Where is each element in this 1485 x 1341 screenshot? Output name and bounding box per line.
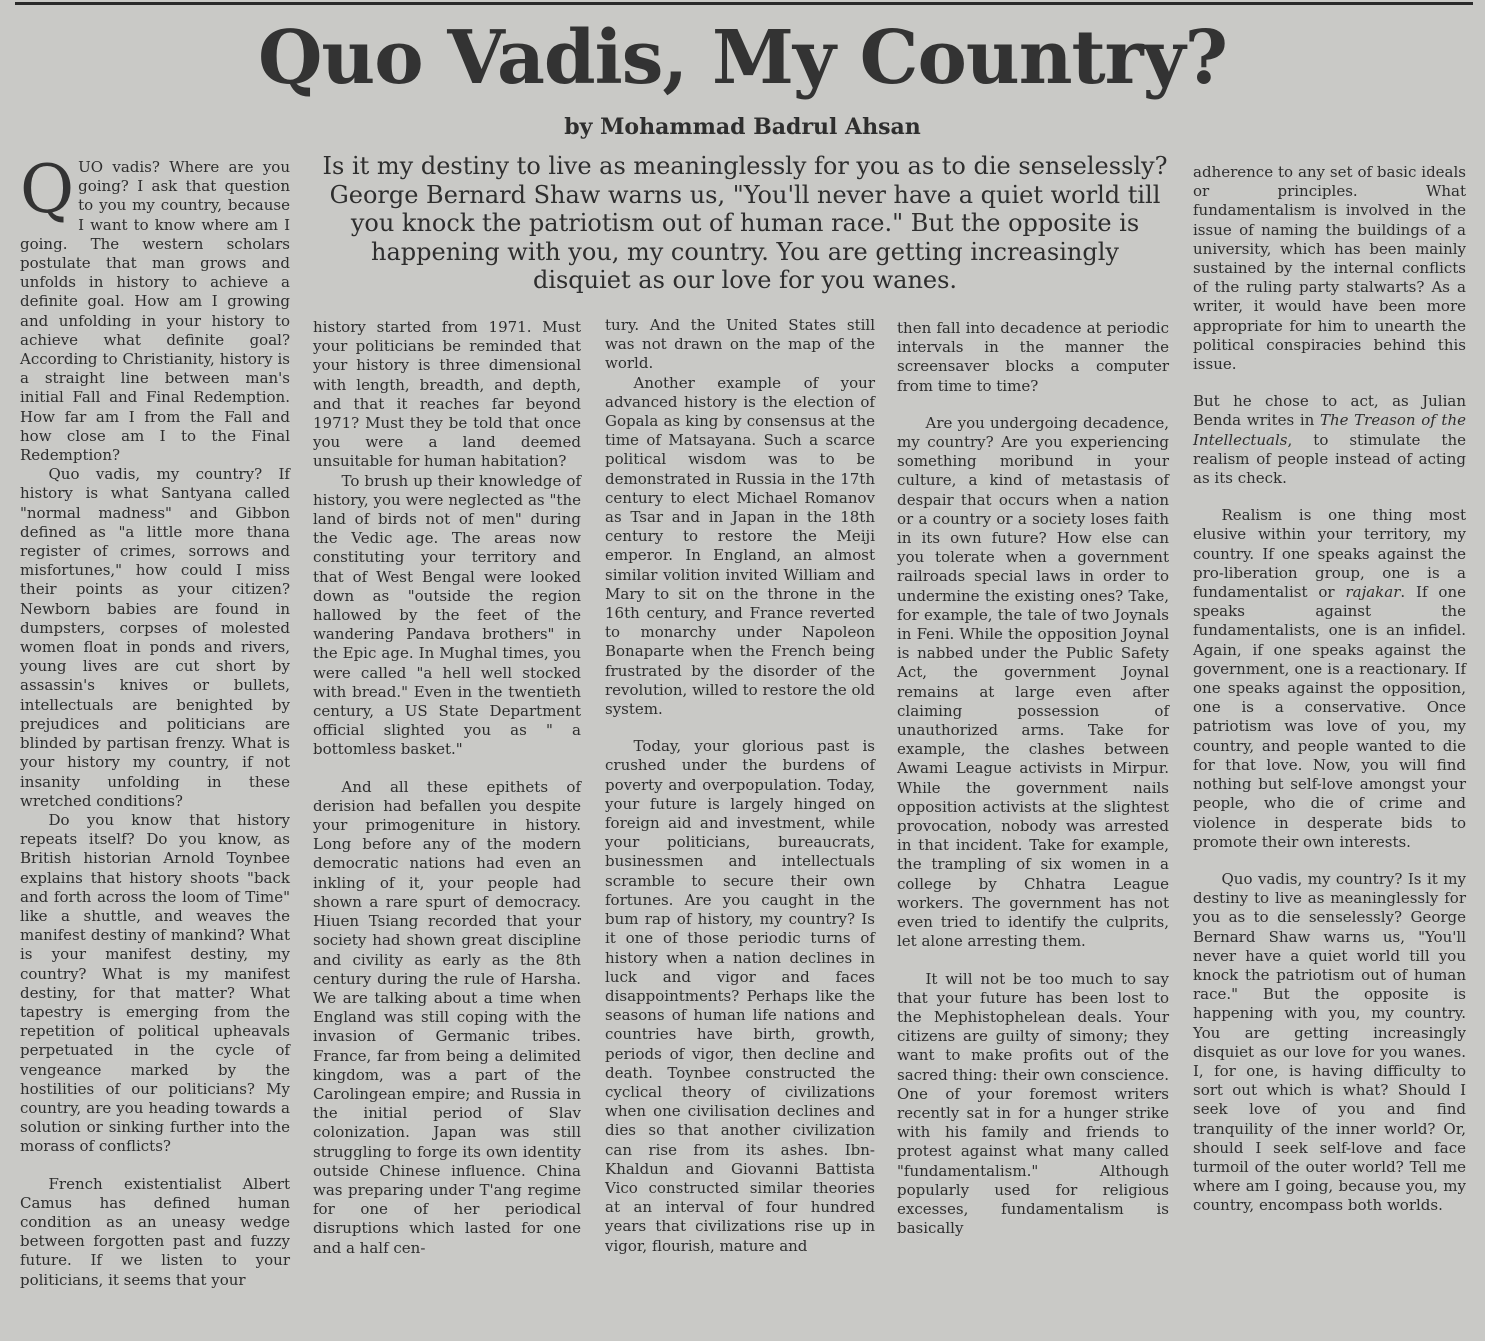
paragraph-text: , to stimulate the realism of people instead of acting as its check. [1193, 430, 1466, 488]
paragraph: Quo vadis, my country? If history is what Santyana called "normal madness" and Gibbon defined as "a little more thana register of crimes, sorrows and misfortunes," how could I miss their points as your citizen? Newborn babies are found in dumpsters, corpses of molested women float in ponds and rivers, young lives are cut short by assassin's knives or bullets, intellectuals are benighted by prejudices and politicians are blinded by partisan frenzy. What is your history my country, if not insanity unfolding in these wretched conditions? [20, 465, 290, 810]
paragraph [1193, 506, 1466, 852]
paragraph-text: UO vadis? Where are you going? I ask that question to you my country, because I want to know where am I going. The western scholars postulate that man grows and unfolds in history to achieve a definite goal. How am I growing and unfolding in your history to achieve what definite goal? According to Christianity, history is a straight line between man's initial Fall and Final Redemption. How far am I from the Fall and how close am I to the Final Redemption? [20, 158, 290, 465]
paragraph: Do you know that history repeats itself? Do you know, as British historian Arnold Toynbee explains that history shoots "back and forth across the loom of Time" like a shuttle, and weaves the manifest destiny of mankind? What is your manifest destiny, my country? What is my manifest destiny, for that matter? What tapestry is emerging from the repetition of political upheavals perpetuated in the cycle of vengeance marked by the hostilities of our politicians? My country, are you heading towards a solution or sinking further into the morass of conflicts? [20, 810, 290, 1156]
paragraph-text: Realism is one thing most elusive within your territory, my country. If one speaks against the pro-liberation group, one is a fundamentalist or [1193, 506, 1466, 602]
paragraph-text: . If one speaks against the fundamentalists, one is an infidel. Again, if one speaks against the government, one is a reactionary. If one speaks against the opposition, one is a conservative. Once patriotism was love of you, my country, and people wanted to die for that love. Now, you will find nothing but self-love amongst your people, who die of crime and violence in desperate bids to promote their own interests. [1193, 583, 1466, 851]
column-2 [313, 318, 581, 1258]
paragraph: Quo vadis, my country? Is it my destiny to live as meaninglessly for you as to die senselessly? George Bernard Shaw warns us, "You'll never have a quiet world till you knock the patriotism out of human race." But the opposite is happening with you, my country. You are getting increasingly disquiet as our love for you wanes. I, for one, is having difficulty to sort out which is what? Should I seek love of you and find tranquility of the inner world? Or, should I seek self-love and face turmoil of the outer world? Tell me where am I going, because you, my country, encompass both worlds. [1193, 869, 1466, 1215]
paragraph: To brush up their knowledge of history, you were neglected as "the land of birds not of men" during the Vedic age. The areas now constituting your territory and that of West Bengal were looked down as "outside the region hallowed by the feet of the wandering Pandava brothers" in the Epic age. In Mughal times, you were called "a hell well stocked with bread." Even in the twentieth century, a US State Department official slighted you as " a bottomless basket." [313, 471, 581, 759]
paragraph: tury. And the United States still was not drawn on the map of the world. [605, 316, 875, 373]
paragraph: It will not be too much to say that your future has been lost to the Mephistophelean deals. Your citizens are guilty of simony; they want to make profits out of the sacred thing: their own conscience. One of your foremost writers recently sat in for a hunger strike with his family and friends to protest against what many called "fundamentalism." Although popularly used for religious excesses, fundamentalism is basically [897, 969, 1169, 1238]
paragraph: Another example of your advanced history is the election of Gopala as king by consensus at the time of Matsayana. Such a scarce political wisdom was to be demonstrated in Russia in the 17th century to elect Michael Romanov as Tsar and in Japan in the 18th century to restore the Meiji emperor. In England, an almost similar volition invited William and Mary to sit on the throne in the 16th century, and France reverted to monarchy under Napoleon Bonaparte when the French being frustrated by the disorder of the revolution, willed to restore the old system. [605, 373, 875, 719]
top-rule [15, 2, 1473, 5]
paragraph: Today, your glorious past is crushed under the burdens of poverty and overpopulation. Today, your future is largely hinged on foreign aid and investment, while your politicians, bureaucrats, businessmen and intellectuals scramble to secure their own fortunes. Are you caught in the bum rap of history, my country? Is it one of those periodic turns of history when a nation declines in luck and vigor and faces disappointments? Perhaps like the seasons of human life nations and countries have birth, growth, periods of vigor, then decline and death. Toynbee constructed the cyclical theory of civilizations when one civilisation declines and dies so that another civilization can rise from its ashes. Ibn-Khaldun and Giovanni Battista Vico constructed similar theories at an interval of four hundred years that civilizations rise up in vigor, flourish, mature and [605, 737, 875, 1255]
column-3 [605, 316, 875, 1256]
column-1 [20, 151, 290, 1290]
paragraph: then fall into decadence at periodic intervals in the manner the screensaver blocks a computer from time to time? [897, 319, 1169, 395]
paragraph [1193, 392, 1466, 488]
italic-term: rajakar [1345, 583, 1401, 602]
paragraph: adherence to any set of basic ideals or principles. What fundamentalism is involved in the issue of naming the buildings of a university, which has been mainly sustained by the internal conflicts of the ruling party stalwarts? As a writer, it would have been more appropriate for him to unearth the political conspiracies behind this issue. [1193, 163, 1466, 374]
paragraph: history started from 1971. Must your politicians be reminded that your history is three dimensional with length, breadth, and depth, and that it reaches far beyond 1971? Must they be told that once you were a land deemed unsuitable for human habitation? [313, 318, 581, 471]
paragraph: Are you undergoing decadence, my country? Are you experiencing something moribund in your culture, a kind of metastasis of despair that occurs when a nation or a country or a society loses faith in its own future? How else can you tolerate when a government railroads special laws in order to undermine the existing ones? Take, for example, the tale of two Joynals in Feni. While the opposition Joynal is nabbed under the Public Safety Act, the government Joynal remains at large even after claiming possession of unauthorized arms. Take for example, the clashes between Awami League activists in Mirpur. While the government nails opposition activists at the slightest provocation, nobody was arrested in that incident. Take for example, the trampling of six women in a college by Chhatra League workers. The government has not even tried to identify the culprits, let alone arresting them. [897, 413, 1169, 951]
byline: by Mohammad Badrul Ahsan [564, 114, 921, 140]
column-4 [897, 319, 1169, 1238]
pull-quote: Is it my destiny to live as meaninglessly for you as to die senselessly? George Bernard Shaw warns us, "You'll never have a quiet world till you knock the patriotism out of human race." But the opposite is happening with you, my country. You are getting increasingly disquiet as our love for you wanes. [322, 152, 1168, 294]
column-5 [1193, 163, 1466, 1216]
paragraph: And all these epithets of derision had befallen you despite your primogeniture in history. Long before any of the modern democratic nations had even an inkling of it, your people had shown a rare spurt of democracy. Hiuen Tsiang recorded that your society had shown great discipline and civility as early as the 8th century during the rule of Harsha. We are talking about a time when England was still coping with the invasion of Germanic tribes. France, far from being a delimited kingdom, was a part of the Carolingean empire; and Russia in the initial period of Slav colonization. Japan was still struggling to forge its own identity outside Chinese influence. China was preparing under T'ang regime for one of her periodical disruptions which lasted for one and a half cen- [313, 777, 581, 1257]
paragraph [20, 151, 290, 465]
book-title: The Treason of the Intellectuals [1193, 411, 1466, 449]
paragraph-text: But he chose to act, as Julian Benda writes in [1193, 392, 1466, 430]
headline: Quo Vadis, My Country? [257, 15, 1228, 101]
paragraph: French existentialist Albert Camus has defined human condition as an uneasy wedge between forgotten past and fuzzy future. If we listen to your politicians, it seems that your [20, 1174, 290, 1289]
drop-cap: Q [20, 151, 75, 228]
